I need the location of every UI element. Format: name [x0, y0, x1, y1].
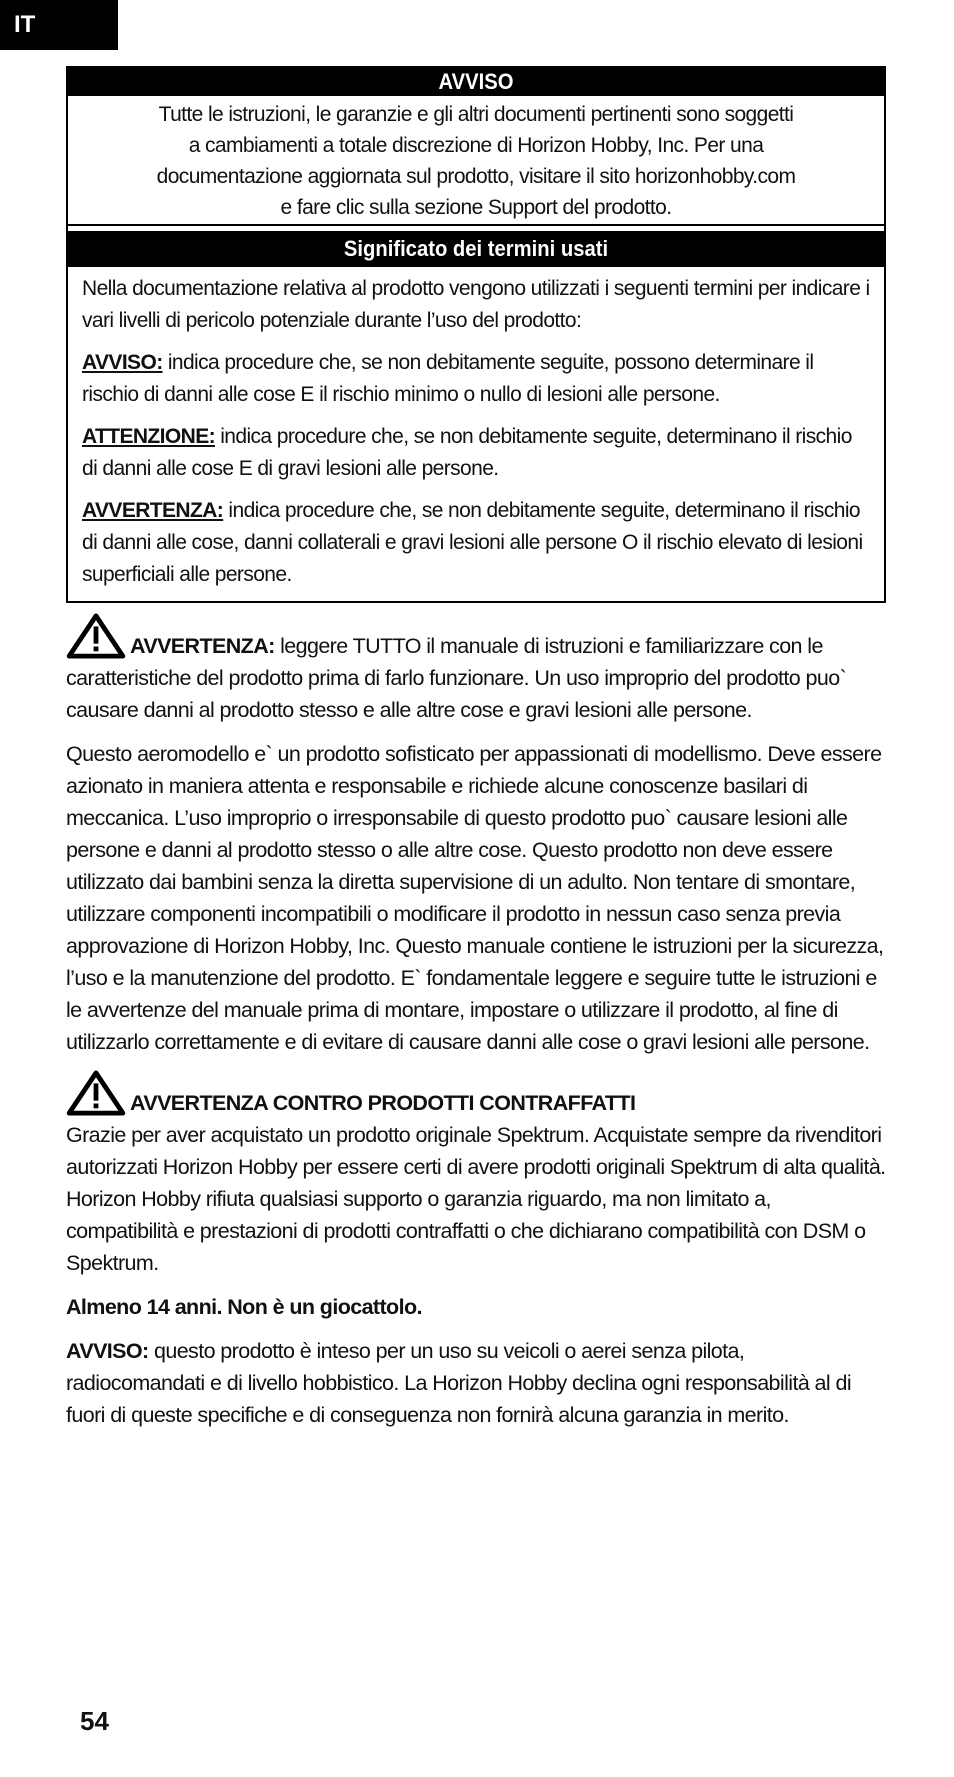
notice-line-3: documentazione aggiornata sul prodotto, visitare il sito horizonhobby.com — [156, 165, 796, 188]
notice-box-body — [68, 96, 884, 224]
age-notice: Almeno 14 anni. Non è un giocattolo. — [66, 1295, 422, 1319]
page-content — [66, 66, 886, 1443]
final-notice-label: AVVISO: — [66, 1339, 149, 1363]
warning-paragraph-2: Questo aeromodello e` un prodotto sofisticato per appassionati di modellismo. Deve essere azionato in maniera attenta e responsabile e richiede alcune conoscenze basilari di meccanica. L’uso improprio o irresponsabile di questo prodotto puo` causare lesioni alle persone e danni al prodotto stesso o alle altre cose. Questo prodotto non deve essere utilizzato dai bambini senza la diretta supervisione di un adulto. Non tentare di smontare, utilizzare componenti incompatibili o modificare il prodotto in nessun caso senza previa approvazione di Horizon Hobby, Inc. Questo manuale contiene le istruzioni per la sicurezza, l’uso e la manutenzione del prodotto. E` fondamentale leggere e seguire tutte le istruzioni e le avvertenze del manuale prima di montare, impostare o utilizzare il prodotto, al fine di utilizzarlo correttamente e di evitare di causare danni alle cose o gravi lesioni alle persone. — [66, 742, 884, 1054]
terms-box-title: Significato dei termini usati — [101, 231, 852, 267]
warning-paragraph — [66, 613, 886, 726]
terms-box-body — [68, 267, 884, 601]
term-warning — [82, 495, 870, 591]
notice-box — [66, 66, 886, 603]
counterfeit-heading — [66, 1070, 886, 1119]
term-notice-label: AVVISO: — [82, 351, 163, 374]
term-notice — [82, 347, 870, 411]
page-number: 54 — [80, 1706, 109, 1736]
notice-line-1: Tutte le istruzioni, le garanzie e gli altri documenti pertinenti sono soggetti — [158, 103, 794, 126]
warning-section — [66, 613, 886, 1058]
counterfeit-section — [66, 1070, 886, 1431]
term-notice-text: indica procedure che, se non debitamente seguite, possono determinare il rischio di danni alle cose E il rischio minimo o nullo di lesioni alle persone. — [82, 351, 814, 406]
term-caution — [82, 421, 870, 485]
notice-box-title: AVVISO — [101, 68, 852, 96]
term-caution-label: ATTENZIONE: — [82, 425, 215, 448]
term-caution-text: indica procedure che, se non debitamente seguite, determinano il rischio di danni alle cose E di gravi lesioni alle persone. — [82, 425, 852, 480]
warning-triangle-icon — [66, 613, 126, 659]
terms-box-header — [68, 231, 884, 267]
warning-triangle-icon — [66, 1070, 126, 1116]
box-divider — [68, 224, 884, 231]
warning-text: leggere TUTTO il manuale di istruzioni e familiarizzare con le caratteristiche del prodotto prima di farlo funzionare. Un uso improprio del prodotto puo` causare danni al prodotto stesso e alle altre cose e gravi lesioni alle persone. — [66, 634, 847, 722]
notice-line-2: a cambiamenti a totale discrezione di Horizon Hobby, Inc. Per una — [188, 134, 764, 157]
final-notice — [66, 1335, 886, 1431]
notice-line-4: e fare clic sulla sezione Support del prodotto. — [280, 196, 672, 219]
counterfeit-text: Grazie per aver acquistato un prodotto originale Spektrum. Acquistate sempre da rivenditori autorizzati Horizon Hobby per essere certi di avere prodotti originali Spektrum di alta qualità. Horizon Hobby rifiuta qualsiasi supporto o garanzia riguardo, ma non limitato a, compatibilità e prestazioni di prodotti contraffatti o che dichiarano compatibilità con DSM o Spektrum. — [66, 1123, 886, 1275]
counterfeit-title: AVVERTENZA CONTRO PRODOTTI CONTRAFFATTI — [130, 1091, 636, 1115]
term-warning-label: AVVERTENZA: — [82, 499, 224, 522]
warning-label: AVVERTENZA: — [130, 634, 275, 658]
final-notice-text: questo prodotto è inteso per un uso su veicoli o aerei senza pilota, radiocomandati e di livello hobbistico. La Horizon Hobby declina ogni responsabilità al di fuori di queste specifiche e di conseguenza non fornirà alcuna garanzia in merito. — [66, 1339, 851, 1427]
language-tab: IT — [0, 0, 118, 50]
terms-intro: Nella documentazione relativa al prodotto vengono utilizzati i seguenti termini per indicare i vari livelli di pericolo potenziale durante l’uso del prodotto: — [82, 277, 870, 332]
notice-box-header — [68, 68, 884, 96]
term-warning-text: indica procedure che, se non debitamente seguite, determinano il rischio di danni alle cose, danni collaterali e gravi lesioni alle persone O il rischio elevato di lesioni superficiali alle persone. — [82, 499, 863, 586]
